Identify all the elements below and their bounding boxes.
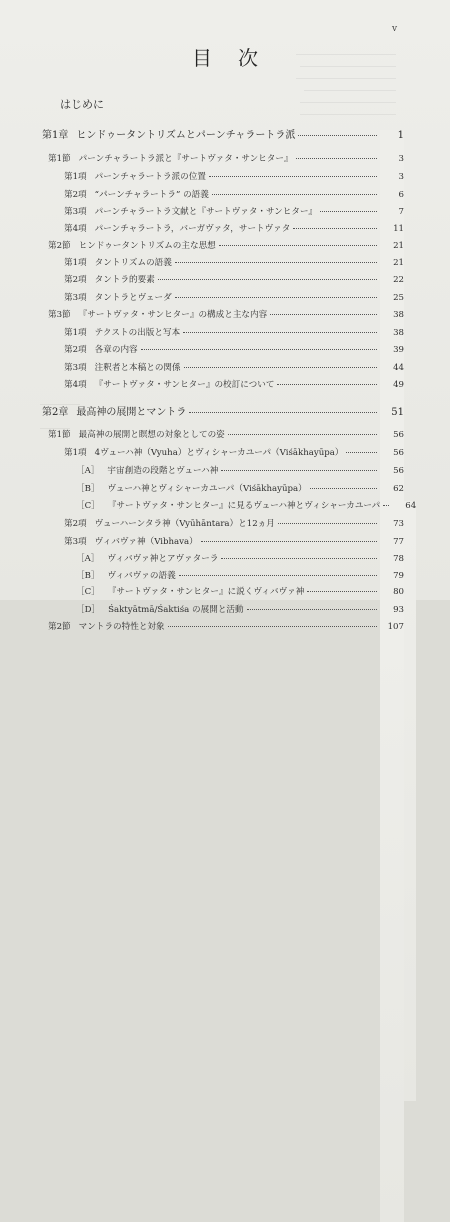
- toc-entry-title: ヴューハーンタラ神（Vyūhāntara）と12ヵ月: [94, 519, 275, 529]
- toc-page-number: 3: [380, 172, 404, 772]
- dot-leader: [277, 384, 377, 385]
- dot-leader: [270, 314, 377, 315]
- toc-page-number: 44: [380, 363, 404, 963]
- toc-entry-number: 第1項: [64, 258, 87, 268]
- toc-entry-title: 4ヴューハ神（Vyuha）とヴィシャーカユーパ（Viśākhayūpa）: [94, 448, 344, 458]
- toc-entry-number: ［D］: [76, 605, 101, 615]
- dot-leader: [179, 575, 377, 576]
- dot-leader: [310, 488, 377, 489]
- dot-leader: [201, 541, 377, 542]
- toc-page-number: 51: [380, 407, 404, 1007]
- toc-entry-title: ヴィバヴァの語義: [107, 571, 176, 581]
- toc-entry-title: ヒンドゥータントリズムの主な思想: [78, 241, 216, 251]
- toc-entry-number: ［C］: [76, 501, 100, 511]
- toc-row: [48, 620, 404, 1222]
- toc-entry-number: ［A］: [76, 466, 100, 476]
- toc-page-number: 25: [380, 293, 404, 893]
- toc-entry-title: 最高神の展開と瞑想の対象としての姿: [78, 430, 225, 440]
- toc-page-number: 93: [380, 605, 404, 1205]
- toc-page-number: 56: [380, 430, 404, 1030]
- dot-leader: [320, 211, 377, 212]
- toc-entry-number: 第4項: [64, 224, 87, 234]
- toc-entry-number: 第3項: [64, 363, 87, 373]
- toc-entry-number: 第4項: [64, 380, 87, 390]
- toc-entry-title: パーンチャラートラ派と『サートヴァタ・サンヒター』: [78, 154, 293, 164]
- toc-entry-title: テクストの出版と写本: [94, 328, 181, 338]
- toc-entry-number: 第3項: [64, 293, 87, 303]
- page-number: v: [392, 24, 398, 34]
- toc-page-number: 39: [380, 345, 404, 945]
- dot-leader: [298, 135, 377, 136]
- dot-leader: [221, 470, 377, 471]
- toc-page-number: 56: [380, 466, 404, 1066]
- toc-entry-title: 『サートヴァタ・サンヒター』に見るヴューハ神とヴィシャーカユーパ: [107, 501, 381, 511]
- toc-entry-number: 第3項: [64, 207, 87, 217]
- toc-entry-number: 第3節: [48, 310, 71, 320]
- toc-entry-title: 最高神の展開とマントラ: [76, 407, 187, 418]
- toc-page-number: 49: [380, 380, 404, 980]
- toc-entry-number: 第1節: [48, 430, 71, 440]
- toc-entry-number: ［B］: [76, 484, 100, 494]
- dot-leader: [184, 367, 377, 368]
- toc-entry-number: 第1節: [48, 154, 71, 164]
- toc-page-number: 6: [380, 190, 404, 790]
- dot-leader: [175, 262, 377, 263]
- toc-page-number: 38: [380, 328, 404, 928]
- toc-entry-number: 第2節: [48, 241, 71, 251]
- dot-leader: [183, 332, 377, 333]
- page-title: 目次: [192, 46, 284, 70]
- toc-entry-number: 第1項: [64, 448, 87, 458]
- toc-entry-title: 『サートヴァタ・サンヒター』の構成と主な内容: [78, 310, 268, 320]
- toc-page-number: 62: [380, 484, 404, 1084]
- toc-page-number: 73: [380, 519, 404, 1119]
- toc-entry-title: マントラの特性と対象: [78, 622, 165, 632]
- toc-page-number: 38: [380, 310, 404, 910]
- toc-entry-number: 第2項: [64, 190, 87, 200]
- dot-leader: [219, 245, 377, 246]
- toc-entry-number: 第2項: [64, 519, 87, 529]
- toc-page-number: 77: [380, 537, 404, 1137]
- toc-entry-number: 第2項: [64, 275, 87, 285]
- toc-entry-title: 『サートヴァタ・サンヒター』の校訂について: [94, 380, 275, 390]
- toc-entry-title: タントラとヴェーダ: [94, 293, 172, 303]
- toc-entry-title: Śaktyātmā/Śaktiśa の展開と活動: [108, 605, 244, 615]
- toc-page-number: 64: [392, 501, 416, 1101]
- toc-page-number: 7: [380, 207, 404, 807]
- dot-leader: [383, 505, 389, 506]
- toc-entry-number: 第2章: [42, 407, 69, 418]
- toc-entry-number: 第1項: [64, 328, 87, 338]
- toc-page-number: 107: [380, 622, 404, 1222]
- dot-leader: [293, 228, 377, 229]
- toc-entry-title: パーンチャラートラ派の位置: [94, 172, 206, 182]
- toc-entry-title: タントラ的要素: [94, 275, 155, 285]
- dot-leader: [228, 434, 377, 435]
- intro-heading: はじめに: [60, 98, 104, 111]
- toc-entry-title: 各章の内容: [94, 345, 138, 355]
- dot-leader: [158, 279, 377, 280]
- toc-entry-title: 宇宙創造の段階とヴューハ神: [107, 466, 219, 476]
- toc-page-number: 1: [380, 130, 404, 730]
- toc-entry-title: パーンチャラートラ，バーガヴァタ，サートヴァタ: [94, 224, 291, 234]
- toc-entry-number: 第1章: [42, 130, 69, 141]
- dot-leader: [212, 194, 377, 195]
- toc-page-number: 78: [380, 554, 404, 1154]
- toc-entry-number: 第2項: [64, 345, 87, 355]
- toc-page-number: 79: [380, 571, 404, 1171]
- toc-page-number: 22: [380, 275, 404, 875]
- toc-entry-number: ［B］: [76, 571, 100, 581]
- toc-entry-title: “パーンチャラートラ” の語義: [94, 190, 209, 200]
- dot-leader: [346, 452, 377, 453]
- toc-entry-number: 第3項: [64, 537, 87, 547]
- toc-entry-title: タントリズムの語義: [94, 258, 172, 268]
- dot-leader: [247, 609, 377, 610]
- dot-leader: [307, 591, 377, 592]
- toc-entry-title: 注釈者と本稿との関係: [94, 363, 181, 373]
- toc-entry-number: 第1項: [64, 172, 87, 182]
- toc-page-number: 80: [380, 587, 404, 1187]
- dot-leader: [175, 297, 377, 298]
- toc-page-number: 56: [380, 448, 404, 1048]
- dot-leader: [189, 412, 377, 413]
- dot-leader: [221, 558, 377, 559]
- dot-leader: [141, 349, 377, 350]
- toc-entry-title: ヴューハ神とヴィシャーカユーパ（Viśākhayūpa）: [107, 484, 307, 494]
- toc-entry-number: 第2節: [48, 622, 71, 632]
- toc-entry-title: ヴィバヴァ神とアヴァターラ: [107, 554, 219, 564]
- toc-entry-title: ヴィバヴァ神（Vibhava）: [94, 537, 198, 547]
- dot-leader: [278, 523, 377, 524]
- toc-entry-title: ヒンドゥータントリズムとパーンチャラートラ派: [76, 130, 296, 141]
- toc-page-number: 21: [380, 241, 404, 841]
- dot-leader: [209, 176, 377, 177]
- toc-page-number: 11: [380, 224, 404, 824]
- toc-entry-number: ［A］: [76, 554, 100, 564]
- dot-leader: [296, 158, 377, 159]
- dot-leader: [168, 626, 377, 627]
- toc-page-number: 21: [380, 258, 404, 858]
- toc-entry-title: 『サートヴァタ・サンヒター』に説くヴィバヴァ神: [107, 587, 305, 597]
- toc-entry-number: ［C］: [76, 587, 100, 597]
- toc-page-number: 3: [380, 154, 404, 754]
- toc-entry-title: パーンチャラートラ文献と『サートヴァタ・サンヒター』: [94, 207, 318, 217]
